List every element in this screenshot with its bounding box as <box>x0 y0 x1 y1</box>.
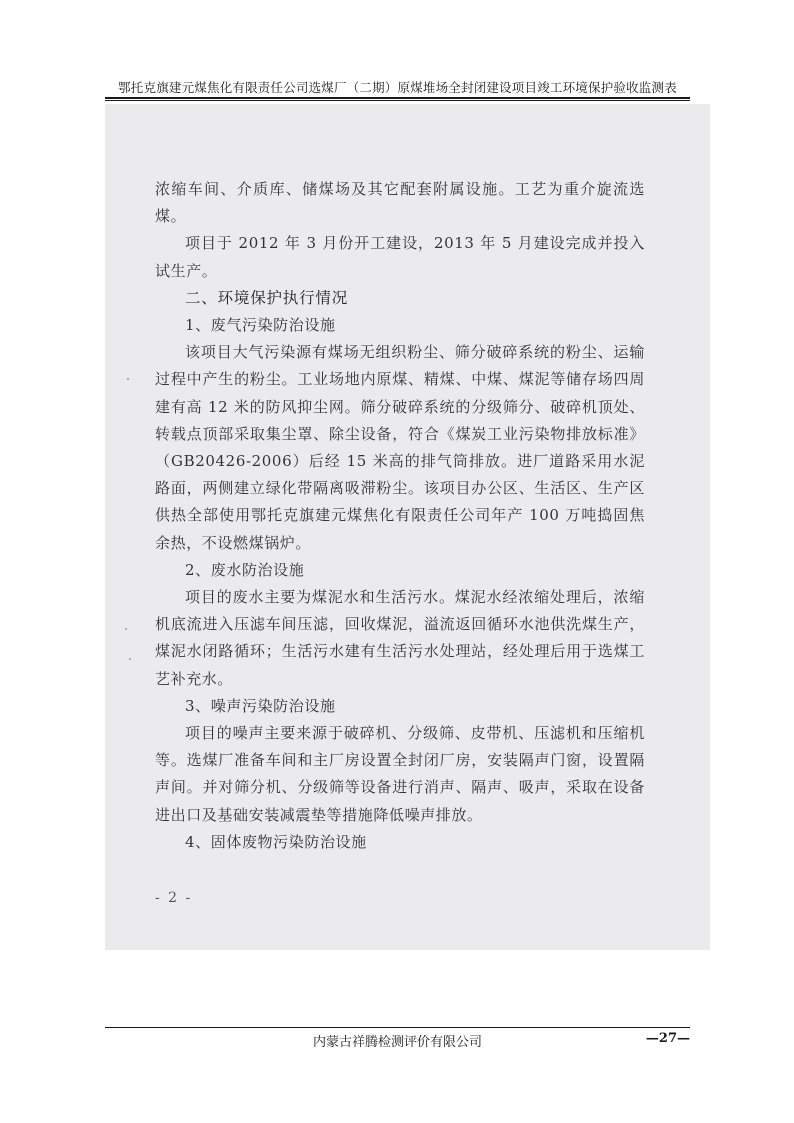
header-rule-thin <box>105 100 690 101</box>
subsection-title-wastewater: 2、废水防治设施 <box>185 560 305 579</box>
paragraph-exhaust-gas: 该项目大气污染源有煤场无组织粉尘、筛分破碎系统的粉尘、运输过程中产生的粉尘。工业场地内原煤、精煤、中煤、煤泥等储存场四周建有高 12 米的防风抑尘网。筛分破碎系统的分级筛分、破碎机顶处、转载点顶部采取集尘罩、除尘设备，符合《煤炭工业污染物排放标准》（GB20426-2006）后经 15 米高的排气筒排放。进厂道路采用水泥路面，两侧建立绿化带隔离吸滞粉尘。该项目办公区、生活区、生产区供热全部使用鄂托克旗建元煤焦化有限责任公司年产 100 万吨捣固焦余热，不设燃煤锅炉。 <box>155 343 645 552</box>
paragraph-construction-dates: 项目于 2012 年 3 月份开工建设，2013 年 5 月建设完成并投入试生产。 <box>155 234 645 280</box>
paragraph-workshops: 浓缩车间、介质库、储煤场及其它配套附属设施。工艺为重介旋流选煤。 <box>155 180 645 226</box>
section-title-environmental-protection: 二、环境保护执行情况 <box>185 288 349 307</box>
footer-page-number: —27— <box>645 1031 690 1046</box>
body-text <box>155 176 645 856</box>
scan-speck <box>125 628 127 630</box>
header-rule <box>105 97 690 99</box>
subsection-title-solid-waste: 4、固体废物污染防治设施 <box>185 832 367 851</box>
paragraph-noise: 项目的噪声主要来源于破碎机、分级筛、皮带机、压滤机和压缩机等。选煤厂准备车间和主厂房设置全封闭厂房，安装隔声门窗，设置隔声间。并对筛分机、分级筛等设备进行消声、隔声、吸声，采取在设备进出口及基础安装减震垫等措施降低噪声排放。 <box>155 724 645 824</box>
inner-page-number: - 2 - <box>155 890 193 906</box>
paragraph-wastewater: 项目的废水主要为煤泥水和生活污水。煤泥水经浓缩处理后，浓缩机底流进入压滤车间压滤，回收煤泥，溢流返回循环水池供洗煤生产，煤泥水闭路循环；生活污水建有生活污水处理站，经处理后用于选煤工艺补充水。 <box>155 588 645 688</box>
subsection-title-noise: 3、噪声污染防治设施 <box>185 696 336 715</box>
scan-speck <box>127 378 129 380</box>
footer-company-name: 内蒙古祥腾检测评价有限公司 <box>312 1035 482 1050</box>
scan-speck <box>129 658 131 660</box>
footer-rule <box>105 1027 690 1028</box>
document-header-title: 鄂托克旗建元煤焦化有限责任公司选煤厂（二期）原煤堆场全封闭建设项目竣工环境保护验收监测表 <box>118 80 677 95</box>
subsection-title-exhaust-gas: 1、废气污染防治设施 <box>185 316 336 335</box>
